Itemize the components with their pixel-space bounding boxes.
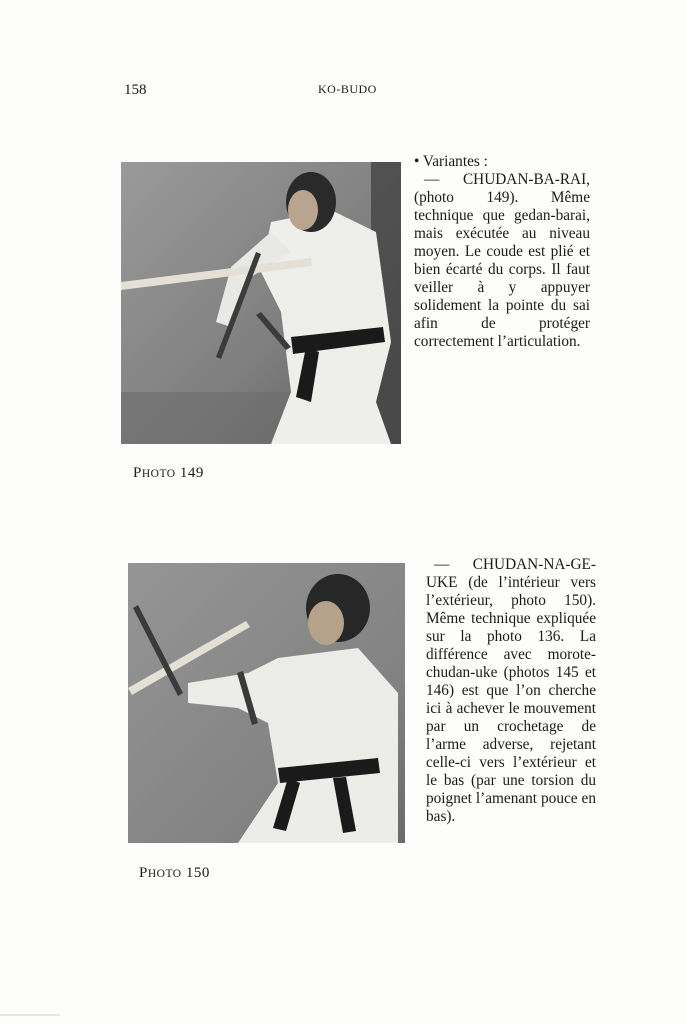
caption-word: HOTO [147,868,182,880]
section1-text [414,153,590,351]
photo-150 [128,563,405,843]
variants-label: • Variantes : [414,153,488,170]
page-edge-mark [0,1014,60,1016]
chudan-barai-paragraph: — CHUDAN-BA-RAI, (photo 149). Même technique que gedan-barai, mais exécutée au niveau moyen. Le coude est plié et bien écarté du corps. Il faut veiller à y appuyer solidement la pointe du sai afin de protéger correctement l’articulation. [414,171,590,350]
photo-149 [121,162,401,444]
caption-initial: P [133,465,142,481]
caption-number: 149 [179,465,204,481]
photo-150-image [128,563,405,843]
caption-initial: P [139,865,148,881]
running-title: KO-BUDO [318,82,377,96]
photo-149-caption [133,465,204,482]
page-header [0,82,686,102]
chudan-nage-uke-paragraph: — CHUDAN-NA-GE-UKE (de l’intérieur vers l’extérieur, photo 150). Même technique expliquée sur la photo 136. La différence avec morote-chudan-uke (photos 145 et 146) est que l’on cherche ici à achever le mouvement par un crochetage de l’arme adverse, rejetant celle-ci vers l’extérieur et le bas (par une torsion du poignet l’amenant pouce en bas). [426,556,596,825]
caption-number: 150 [185,865,210,881]
caption-word: HOTO [141,468,176,480]
page-number: 158 [124,82,147,98]
photo-150-caption [139,865,210,882]
section2-text [426,556,596,826]
photo-149-image [121,162,401,444]
